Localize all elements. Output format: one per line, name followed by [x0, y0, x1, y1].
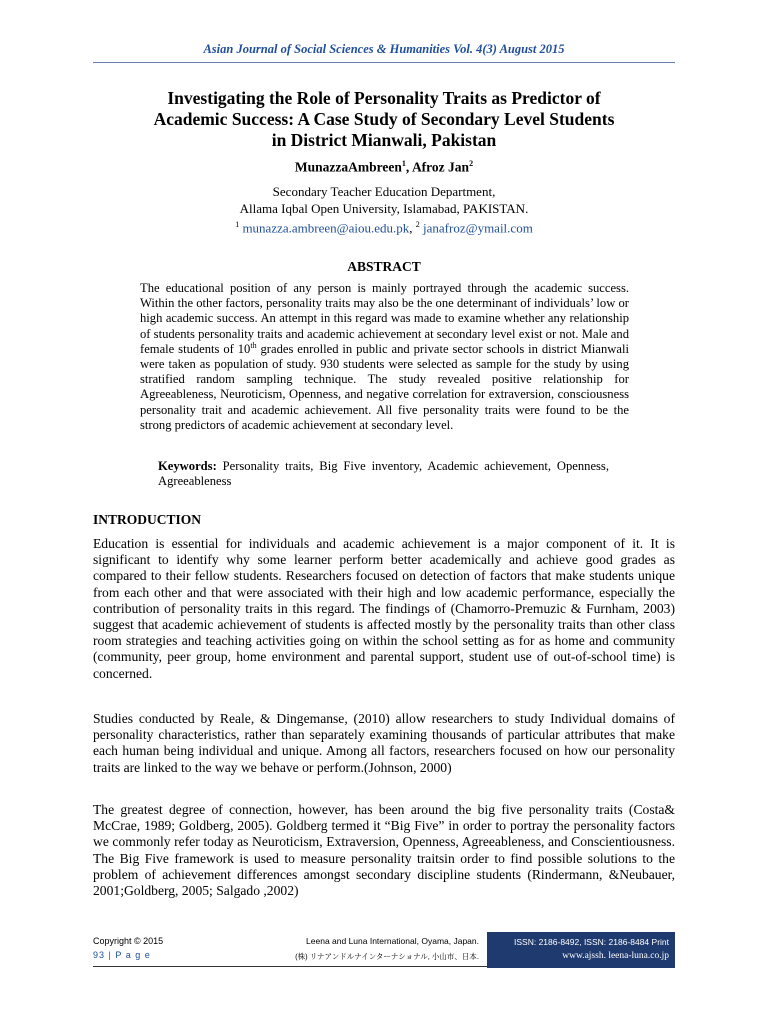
affiliation-line-2: Allama Iqbal Open University, Islamabad, PAKISTAN. — [239, 201, 529, 216]
header-rule — [93, 62, 675, 63]
issn: ISSN: 2186-8492, ISSN: 2186-8484 Print — [514, 937, 669, 947]
intro-paragraph-2: Studies conducted by Reale, & Dingemanse, (2010) allow researchers to study Individual domains of personality characteristics, rather than separately examining thousands of particular attributes that make each human being individual and unique. Among all factors, researchers focused on how our personality traits are linked to the way we behave or perform.(Johnson, 2000) — [93, 711, 675, 775]
author-2-sup: 2 — [469, 159, 474, 168]
title-line-2: Academic Success: A Case Study of Secondary Level Students — [153, 109, 615, 129]
email-1-link[interactable]: munazza.ambreen@aiou.edu.pk — [242, 220, 410, 236]
intro-paragraph-1: Education is essential for individuals and academic achievement is a major component of it. It is significant to identify why some learner perform better academically and achieve good grades as compared to their fellow students. Researchers focused on detection of factors that make students unique from each other and that were associated with their high and low academic performance, especially the contribution of personality traits in this regard. The findings of (Chamorro-Premuzic & Furnham, 2003) suggest that academic achievement of students is affected mostly by the personality traits than other class room strategies and teaching activities going on within the school setting as for as home and community (community, peer group, home environment and parental support, student use of out-of-school time) is concerned. — [93, 536, 675, 681]
website-link[interactable]: www.ajssh. leena-luna.co.jp — [562, 951, 669, 961]
title-line-1: Investigating the Role of Personality Traits as Predictor of — [167, 88, 601, 108]
journal-header: Asian Journal of Social Sciences & Humanities Vol. 4(3) August 2015 — [203, 42, 565, 56]
footer-issn-box — [487, 932, 675, 968]
intro-paragraph-3: The greatest degree of connection, however, has been around the big five personality traits (Costa& McCrae, 1989; Goldberg, 2005). Goldberg termed it “Big Five” in order to portray the personality factors we commonly refer today as Neuroticism, Extraversion, Openness, Agreeableness, and Conscientiousness. The Big Five framework is used to measure personality traitsin order to find possible solutions to the problem of achievement differences amongst secondary discipline students (Rindermann, &Neubauer, 2001;Goldberg, 2005; Salgado ,2002) — [93, 802, 675, 899]
publisher-japanese: (株) リナアンドルナインターナショナル, 小山市、日本. — [295, 952, 479, 961]
keywords-label: Keywords: — [158, 459, 217, 473]
email-2-link[interactable]: janafroz@ymail.com — [423, 220, 533, 236]
publisher: Leena and Luna International, Oyama, Japan. — [306, 936, 479, 946]
title-line-3: in District Mianwali, Pakistan — [271, 130, 497, 150]
author-1-sup: 1 — [401, 159, 406, 168]
page-number: 93 | P a g e — [93, 950, 151, 960]
keywords — [158, 459, 609, 489]
abstract-heading: ABSTRACT — [347, 259, 421, 274]
email-2-sup: 2 — [415, 220, 420, 229]
authors — [0, 159, 768, 176]
abstract-text-part-1: The educational position of any person is mainly portrayed through the academic success. Within the other factors, personality traits may also be the one determinant of individuals’ low or high academic success. An attempt in this regard was made to examine whether any relationship of students personality traits and academic achievement at secondary level exist or not. Male and female students of 10 — [140, 281, 629, 356]
abstract-text — [140, 281, 629, 433]
affiliation — [0, 183, 768, 217]
copyright: Copyright © 2015 — [93, 936, 164, 946]
author-2: Afroz Jan — [411, 159, 470, 175]
affiliation-line-1: Secondary Teacher Education Department, — [272, 184, 496, 199]
author-separator: , — [405, 159, 412, 175]
introduction-heading: INTRODUCTION — [93, 512, 202, 527]
footer-rule — [93, 966, 487, 967]
author-1: MunazzaAmbreen — [294, 159, 402, 175]
page-footer — [93, 936, 487, 966]
paper-title — [120, 88, 648, 151]
abstract-superscript: th — [250, 340, 257, 350]
abstract-text-part-2: grades enrolled in public and private sector schools in district Mianwali were taken as population of study. 930 students were selected as sample for the study by using stratified random sampling technique. The study revealed positive relationship for Agreeableness, Neuroticism, Openness, and negative correlation for extraversion, consciousness personality trait and academic achievement. All five personality traits were found to be the strong predictors of academic achievement at secondary level. — [140, 341, 629, 432]
email-separator: , — [409, 220, 416, 236]
keywords-text: Personality traits, Big Five inventory, Academic achievement, Openness, Agreeableness — [158, 459, 609, 489]
emails — [0, 220, 768, 236]
email-1-sup: 1 — [235, 220, 240, 229]
